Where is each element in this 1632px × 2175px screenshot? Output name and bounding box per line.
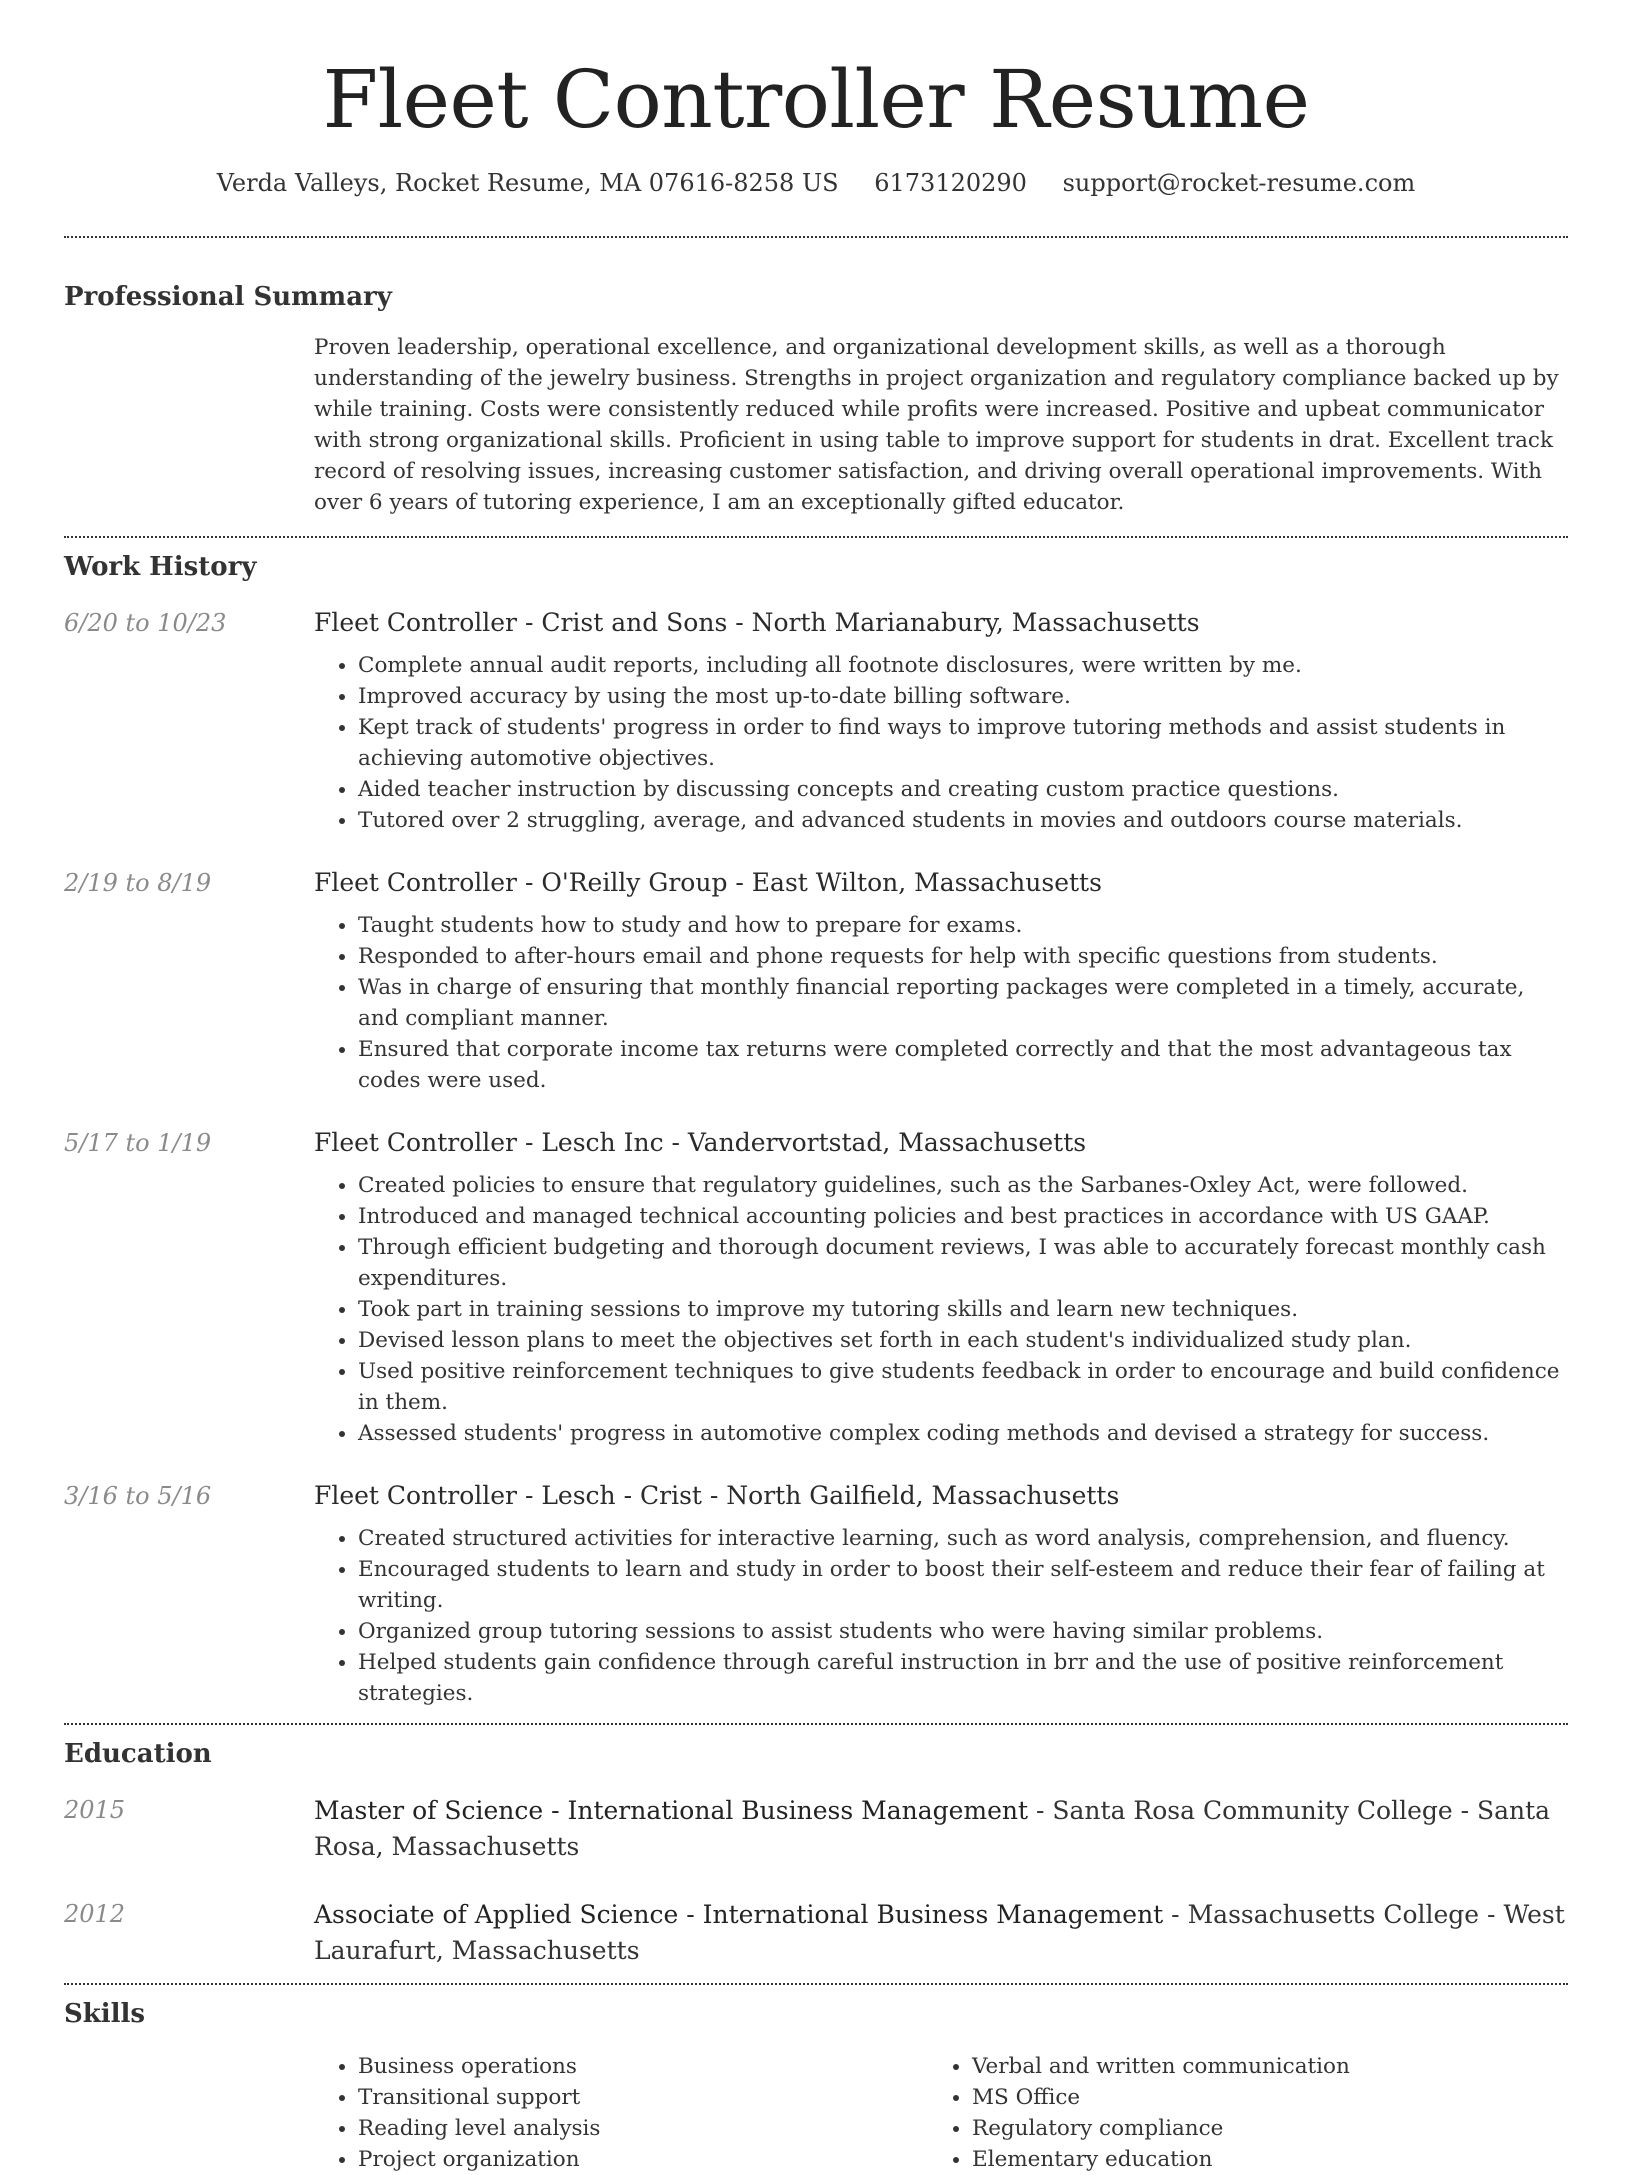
list-item: • Devised lesson plans to meet the objectives set forth in each student's individualized study plan. bbox=[358, 1325, 1568, 1356]
education-school: - Santa Rosa Community College - Santa Rosa, Massachusetts bbox=[314, 1796, 1551, 1861]
list-item: • Organized group tutoring sessions to assist students who were having similar problems. bbox=[358, 1616, 1568, 1647]
list-item: • Helped students gain confidence through careful instruction in brr and the use of positive reinforcement strategies. bbox=[358, 1647, 1568, 1709]
education-section bbox=[64, 1725, 1568, 1969]
job-dates: 5/17 to 1/19 bbox=[64, 1129, 212, 1157]
job-entry bbox=[64, 1126, 1568, 1449]
education-entry bbox=[64, 1793, 1568, 1865]
skill-item: • Business operations bbox=[358, 2051, 928, 2082]
job-entry bbox=[64, 1479, 1568, 1709]
skill-item: • Project organization bbox=[358, 2144, 928, 2175]
summary-text: Proven leadership, operational excellence, and organizational development skills, as well as a thorough understanding of the jewelry business. Strengths in project organization and regulatory compliance backed up by while training. Costs were consistently reduced while profits were increased. Positive and upbeat communicator with strong organizational skills. Proficient in using table to improve support for students in drat. Excellent track record of resolving issues, increasing customer satisfaction, and driving overall operational improvements. With over 6 years of tutoring experience, I am an exceptionally gifted educator. bbox=[314, 335, 1559, 515]
contact-line bbox=[64, 166, 1568, 200]
job-entry bbox=[64, 606, 1568, 836]
skill-item: • Verbal and written communication bbox=[972, 2051, 1542, 2082]
education-entry bbox=[64, 1897, 1568, 1969]
summary-section bbox=[64, 238, 1568, 518]
list-item: • Responded to after-hours email and phone requests for help with specific questions from students. bbox=[358, 941, 1568, 972]
section-heading-work: Work History bbox=[64, 552, 257, 582]
education-year: 2015 bbox=[64, 1796, 126, 1824]
job-title: Fleet Controller - O'Reilly Group - East Wilton, Massachusetts bbox=[314, 868, 1102, 897]
list-item: • Tutored over 2 struggling, average, and advanced students in movies and outdoors course materials. bbox=[358, 805, 1568, 836]
job-bullets bbox=[314, 1523, 1568, 1709]
skill-item: • MS Office bbox=[972, 2082, 1542, 2113]
education-degree: Master of Science - International Business Management bbox=[314, 1796, 1029, 1825]
section-heading-summary: Professional Summary bbox=[64, 282, 392, 312]
list-item: • Took part in training sessions to improve my tutoring skills and learn new techniques. bbox=[358, 1294, 1568, 1325]
list-item: • Created structured activities for interactive learning, such as word analysis, comprehension, and fluency. bbox=[358, 1523, 1568, 1554]
skill-item: • Transitional support bbox=[358, 2082, 928, 2113]
list-item: • Ensured that corporate income tax returns were completed correctly and that the most advantageous tax codes were used. bbox=[358, 1034, 1568, 1096]
job-bullets bbox=[314, 910, 1568, 1096]
list-item: • Through efficient budgeting and thorough document reviews, I was able to accurately forecast monthly cash expenditures. bbox=[358, 1232, 1568, 1294]
list-item: • Improved accuracy by using the most up-to-date billing software. bbox=[358, 681, 1568, 712]
list-item: • Complete annual audit reports, including all footnote disclosures, were written by me. bbox=[358, 650, 1568, 681]
list-item: • Used positive reinforcement techniques to give students feedback in order to encourage and build confidence in them. bbox=[358, 1356, 1568, 1418]
job-title: Fleet Controller - Lesch - Crist - North Gailfield, Massachusetts bbox=[314, 1481, 1120, 1510]
job-title: Fleet Controller - Crist and Sons - North Marianabury, Massachusetts bbox=[314, 608, 1200, 637]
work-history-section bbox=[64, 538, 1568, 1709]
job-entry bbox=[64, 866, 1568, 1096]
job-dates: 3/16 to 5/16 bbox=[64, 1482, 212, 1510]
contact-address: Verda Valleys, Rocket Resume, MA 07616-8258 US bbox=[216, 169, 839, 197]
education-year: 2012 bbox=[64, 1900, 126, 1928]
list-item: • Encouraged students to learn and study in order to boost their self-esteem and reduce their fear of failing at writing. bbox=[358, 1554, 1568, 1616]
job-bullets bbox=[314, 1170, 1568, 1449]
list-item: • Aided teacher instruction by discussing concepts and creating custom practice questions. bbox=[358, 774, 1568, 805]
skills-column-left bbox=[314, 2051, 928, 2175]
job-dates: 6/20 to 10/23 bbox=[64, 609, 227, 637]
list-item: • Introduced and managed technical accounting policies and best practices in accordance with US GAAP. bbox=[358, 1201, 1568, 1232]
contact-phone: 6173120290 bbox=[874, 169, 1027, 197]
job-bullets bbox=[314, 650, 1568, 836]
education-degree: Associate of Applied Science - International Business Management bbox=[314, 1900, 1164, 1929]
job-dates: 2/19 to 8/19 bbox=[64, 869, 212, 897]
education-school: - Massachusetts College - West Laurafurt, Massachusetts bbox=[314, 1900, 1565, 1965]
job-title: Fleet Controller - Lesch Inc - Vandervortstad, Massachusetts bbox=[314, 1128, 1087, 1157]
skill-item: • Elementary education bbox=[972, 2144, 1542, 2175]
skills-column-right bbox=[928, 2051, 1542, 2175]
section-heading-education: Education bbox=[64, 1739, 212, 1769]
skill-item: • Regulatory compliance bbox=[972, 2113, 1542, 2144]
section-heading-skills: Skills bbox=[64, 1999, 146, 2029]
page-title: Fleet Controller Resume bbox=[322, 53, 1310, 146]
list-item: • Taught students how to study and how to prepare for exams. bbox=[358, 910, 1568, 941]
contact-email: support@rocket-resume.com bbox=[1062, 169, 1416, 197]
list-item: • Was in charge of ensuring that monthly financial reporting packages were completed in a timely, accurate, and compliant manner. bbox=[358, 972, 1568, 1034]
skill-item: • Reading level analysis bbox=[358, 2113, 928, 2144]
list-item: • Assessed students' progress in automotive complex coding methods and devised a strategy for success. bbox=[358, 1418, 1568, 1449]
skills-section bbox=[64, 1985, 1568, 2175]
list-item: • Created policies to ensure that regulatory guidelines, such as the Sarbanes-Oxley Act, were followed. bbox=[358, 1170, 1568, 1201]
list-item: • Kept track of students' progress in order to find ways to improve tutoring methods and assist students in achieving automotive objectives. bbox=[358, 712, 1568, 774]
